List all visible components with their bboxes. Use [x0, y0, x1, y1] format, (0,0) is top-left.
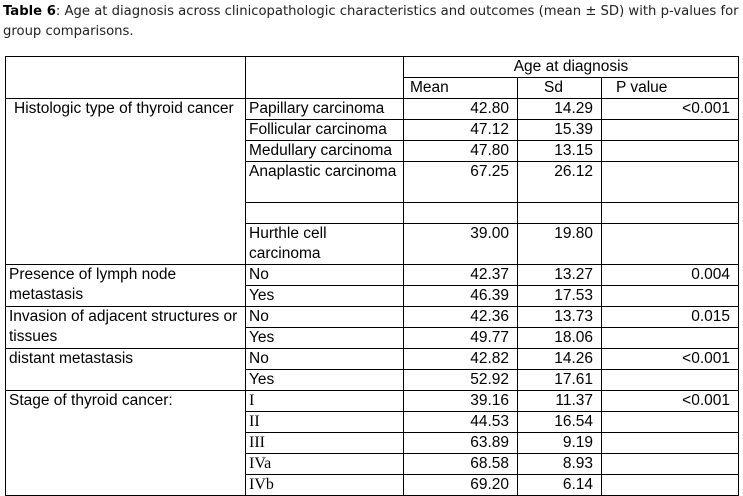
sd-cell: 8.93 — [518, 454, 602, 475]
header-blank-characteristic — [6, 57, 246, 99]
p-value-cell: <0.001 — [602, 99, 739, 120]
category-cell: I — [246, 391, 404, 412]
mean-cell: 39.16 — [404, 391, 518, 412]
p-value-cell — [602, 286, 739, 307]
category-cell: No — [246, 349, 404, 370]
category-cell: Anaplastic carcinoma — [246, 162, 404, 203]
p-value-cell — [602, 454, 739, 475]
p-value-cell — [602, 162, 739, 203]
p-value-cell: 0.004 — [602, 265, 739, 286]
header-blank-category — [246, 57, 404, 99]
mean-cell: 42.36 — [404, 307, 518, 328]
age-at-diagnosis-table — [5, 56, 739, 496]
mean-cell: 42.80 — [404, 99, 518, 120]
p-value-cell: 0.015 — [602, 307, 739, 328]
sd-cell: 13.27 — [518, 265, 602, 286]
table-row — [6, 265, 739, 286]
category-cell: IVb — [246, 475, 404, 496]
mean-cell: 47.80 — [404, 141, 518, 162]
mean-cell: 49.77 — [404, 328, 518, 349]
category-cell: Papillary carcinoma — [246, 99, 404, 120]
mean-cell: 42.37 — [404, 265, 518, 286]
header-mean: Mean — [404, 78, 518, 99]
category-cell: Follicular carcinoma — [246, 120, 404, 141]
category-cell: III — [246, 433, 404, 454]
category-cell: Yes — [246, 370, 404, 391]
mean-cell: 63.89 — [404, 433, 518, 454]
sd-cell: 9.19 — [518, 433, 602, 454]
sd-cell: 6.14 — [518, 475, 602, 496]
p-value-cell — [602, 224, 739, 265]
sd-cell: 11.37 — [518, 391, 602, 412]
sd-cell: 14.29 — [518, 99, 602, 120]
table-row — [6, 307, 739, 328]
sd-cell: 15.39 — [518, 120, 602, 141]
p-value-cell — [602, 120, 739, 141]
sd-cell: 19.80 — [518, 224, 602, 265]
sd-cell: 16.54 — [518, 412, 602, 433]
sd-cell: 14.26 — [518, 349, 602, 370]
mean-cell: 52.92 — [404, 370, 518, 391]
category-cell: No — [246, 265, 404, 286]
category-cell: Yes — [246, 328, 404, 349]
mean-cell: 42.82 — [404, 349, 518, 370]
group-label-lymph-node: Presence of lymph node metastasis — [6, 265, 246, 307]
mean-cell: 39.00 — [404, 224, 518, 265]
group-label-stage: Stage of thyroid cancer: — [6, 391, 246, 496]
category-cell: Hurthle cell carcinoma — [246, 224, 404, 265]
header-p-value: P value — [602, 78, 739, 99]
table-caption-text: : Age at diagnosis across clinicopathologic characteristics and outcomes (mean ± SD) with p-values for group comparisons. — [3, 4, 739, 39]
sd-cell: 26.12 — [518, 162, 602, 203]
mean-cell: 47.12 — [404, 120, 518, 141]
mean-cell: 68.58 — [404, 454, 518, 475]
sd-cell: 13.15 — [518, 141, 602, 162]
category-cell: II — [246, 412, 404, 433]
empty-cell — [518, 203, 602, 224]
p-value-cell: <0.001 — [602, 391, 739, 412]
p-value-cell — [602, 328, 739, 349]
category-cell: IVa — [246, 454, 404, 475]
group-label-invasion: Invasion of adjacent structures or tissues — [6, 307, 246, 349]
p-value-cell — [602, 433, 739, 454]
group-label-histologic: Histologic type of thyroid cancer — [6, 99, 246, 265]
header-sd: Sd — [518, 78, 602, 99]
sd-cell: 17.61 — [518, 370, 602, 391]
mean-cell: 67.25 — [404, 162, 518, 203]
category-cell: Medullary carcinoma — [246, 141, 404, 162]
p-value-cell — [602, 475, 739, 496]
sd-cell: 18.06 — [518, 328, 602, 349]
category-cell: No — [246, 307, 404, 328]
p-value-cell: <0.001 — [602, 349, 739, 370]
table-row — [6, 391, 739, 412]
sd-cell: 13.73 — [518, 307, 602, 328]
mean-cell: 69.20 — [404, 475, 518, 496]
table-caption — [3, 2, 741, 42]
p-value-cell — [602, 412, 739, 433]
empty-cell — [246, 203, 404, 224]
category-cell: Yes — [246, 286, 404, 307]
empty-cell — [602, 203, 739, 224]
mean-cell: 44.53 — [404, 412, 518, 433]
table-row — [6, 99, 739, 120]
mean-cell: 46.39 — [404, 286, 518, 307]
header-row-group — [6, 57, 739, 78]
table-caption-label: Table 6 — [3, 4, 56, 19]
empty-cell — [404, 203, 518, 224]
table-row — [6, 349, 739, 370]
p-value-cell — [602, 370, 739, 391]
group-label-distant-metastasis: distant metastasis — [6, 349, 246, 391]
sd-cell: 17.53 — [518, 286, 602, 307]
p-value-cell — [602, 141, 739, 162]
header-age-at-diagnosis: Age at diagnosis — [404, 57, 739, 78]
